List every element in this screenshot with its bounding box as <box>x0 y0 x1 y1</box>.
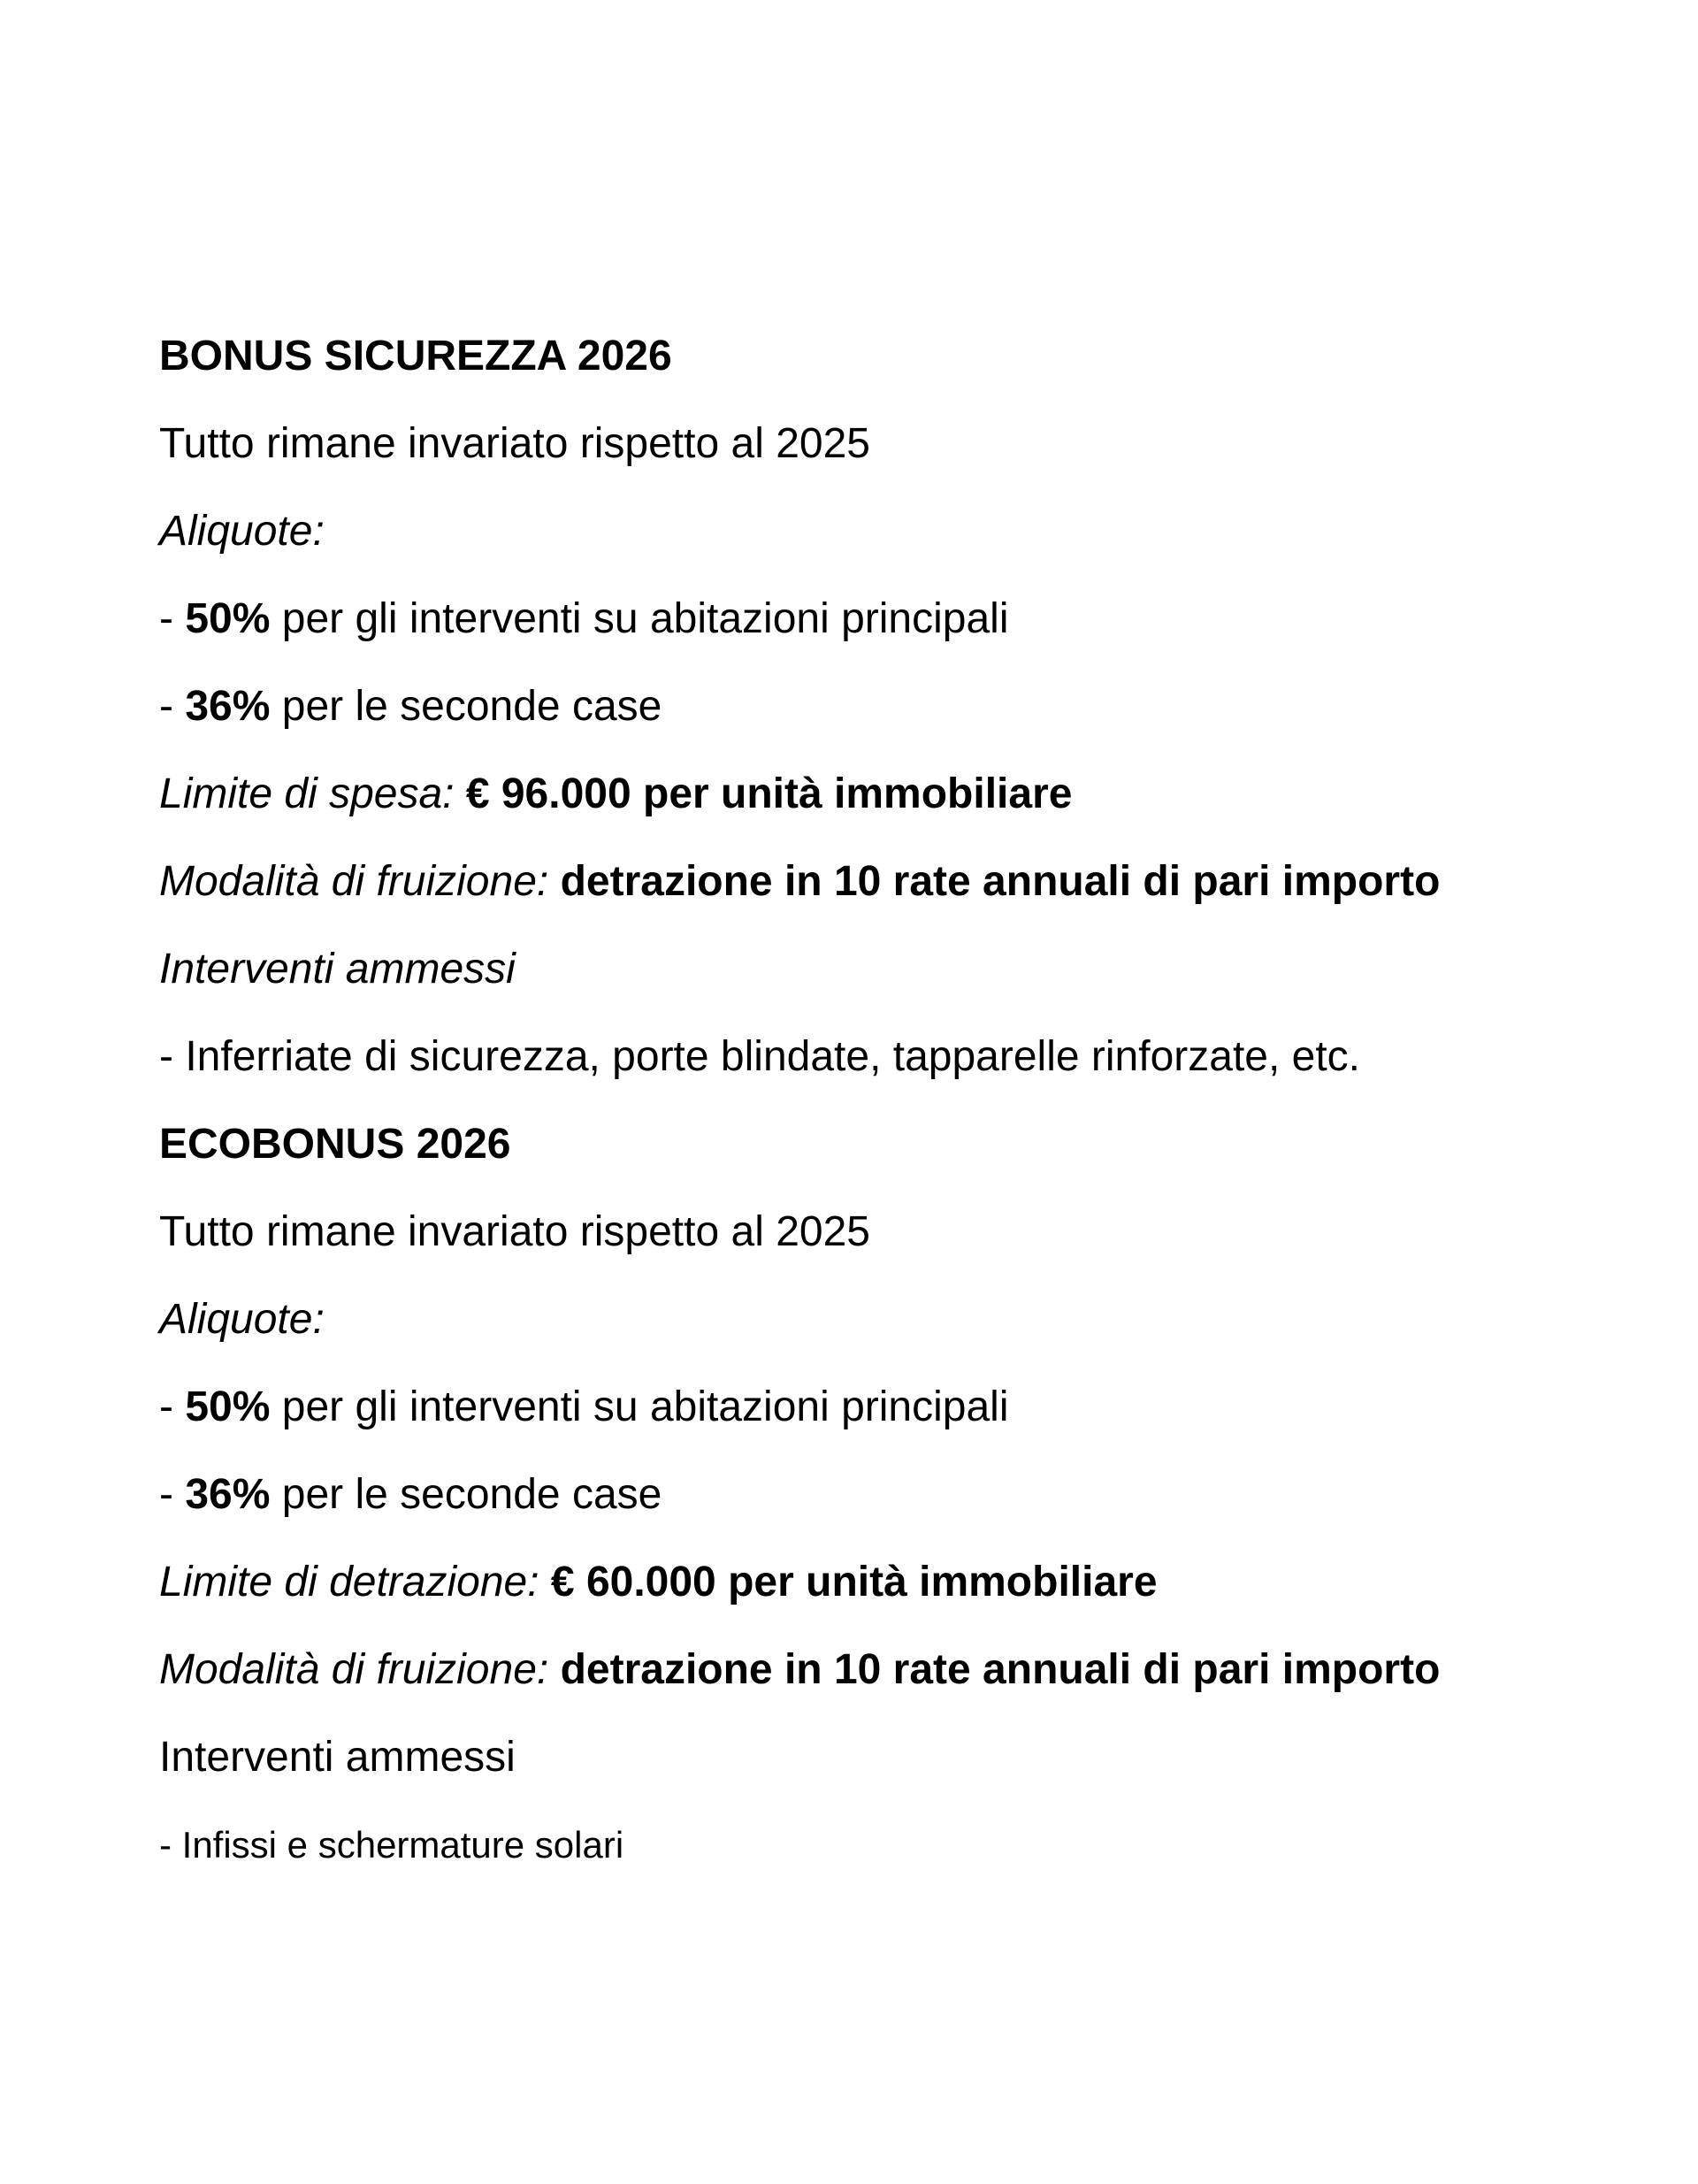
rate-item <box>159 680 662 733</box>
limit-line <box>159 1556 1158 1609</box>
rate-text: per gli interventi su abitazioni principali <box>270 1383 1009 1430</box>
rate-item <box>159 1381 1009 1434</box>
limit-value: € 96.000 per unità immobiliare <box>465 770 1073 817</box>
limit-value: € 60.000 per unità immobiliare <box>550 1559 1158 1605</box>
limit-line <box>159 768 1072 821</box>
mode-value: detrazione in 10 rate annuali di pari importo <box>560 1646 1441 1693</box>
section-title-ecobonus: ECOBONUS 2026 <box>159 1121 511 1168</box>
works-item: - Inferriate di sicurezza, porte blindate, tapparelle rinforzate, etc. <box>159 1033 1361 1080</box>
rate-item <box>159 593 1009 646</box>
rates-label: Aliquote: <box>159 1296 325 1343</box>
works-label: Interventi ammessi <box>159 946 516 992</box>
section-intro: Tutto rimane invariato rispetto al 2025 <box>159 1208 870 1255</box>
rate-dash: - <box>159 1383 186 1430</box>
rate-item <box>159 1468 662 1521</box>
section-title-bonus-sicurezza: BONUS SICUREZZA 2026 <box>159 333 672 379</box>
rate-text: per gli interventi su abitazioni principali <box>270 595 1009 642</box>
rates-label: Aliquote: <box>159 508 325 555</box>
rate-text: per le seconde case <box>270 683 662 730</box>
works-label: Interventi ammessi <box>159 1734 516 1781</box>
mode-line <box>159 855 1440 908</box>
limit-label: Limite di detrazione: <box>159 1559 551 1605</box>
rate-value: 50% <box>185 1383 271 1430</box>
rate-dash: - <box>159 683 186 730</box>
mode-line <box>159 1644 1440 1697</box>
rate-dash: - <box>159 595 186 642</box>
works-item: - Infissi e schermature solari <box>159 1824 624 1866</box>
rate-value: 36% <box>185 683 271 730</box>
rate-value: 50% <box>185 595 271 642</box>
mode-label: Modalità di fruizione: <box>159 1646 561 1693</box>
rate-value: 36% <box>185 1471 271 1518</box>
mode-label: Modalità di fruizione: <box>159 858 561 905</box>
section-intro: Tutto rimane invariato rispetto al 2025 <box>159 420 870 467</box>
rate-text: per le seconde case <box>270 1471 662 1518</box>
rate-dash: - <box>159 1471 186 1518</box>
mode-value: detrazione in 10 rate annuali di pari importo <box>560 858 1441 905</box>
limit-label: Limite di spesa: <box>159 770 466 817</box>
